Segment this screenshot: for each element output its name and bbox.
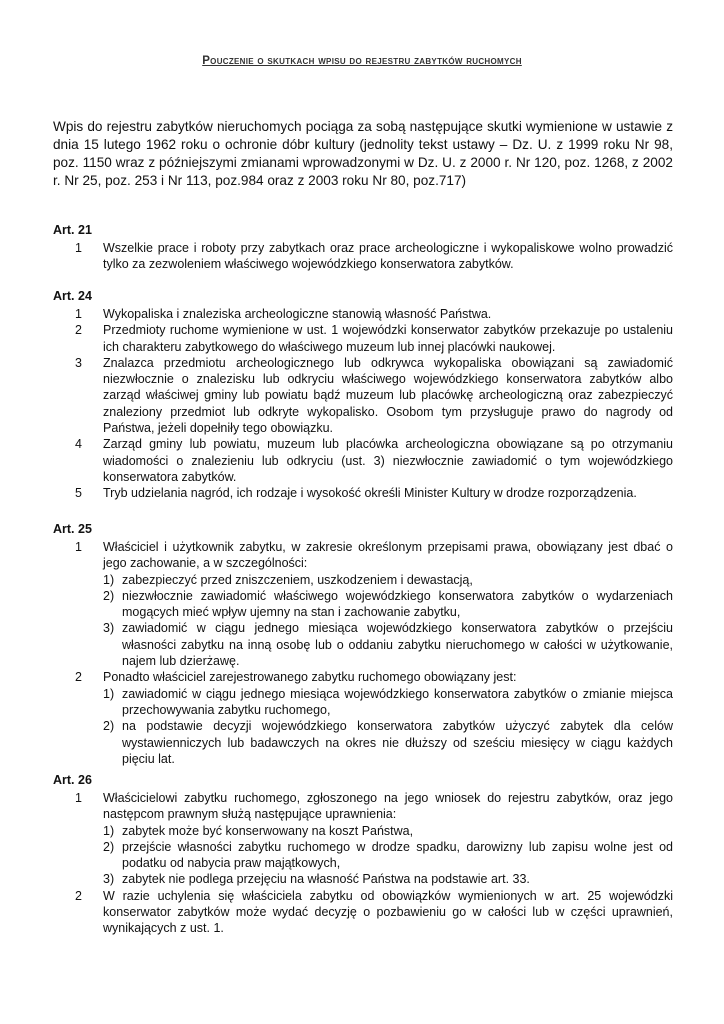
sub-item-text: zawiadomić w ciągu jednego miesiąca wojewódzkiego konserwatora zabytków o przejściu własności zabytku na inną osobę lub o oddaniu zabytku nieruchomego w całości w użytkowanie, najem lub dzierżawę. [122, 621, 673, 669]
article-26 [53, 772, 673, 937]
article-25 [53, 521, 673, 767]
sub-item-number: 3) [103, 621, 115, 636]
article-item [53, 240, 673, 273]
sub-item-number: 2) [103, 839, 115, 854]
article-heading: Art. 26 [53, 773, 92, 787]
item-text: Przedmioty ruchome wymienione w ust. 1 wojewódzki konserwator zabytków przekazuje po ustaleniu ich charakteru zabytkowego do właściwego muzeum lub innej placówki naukowej. [103, 323, 673, 354]
sub-item-number: 2) [103, 719, 115, 734]
sub-item [103, 686, 673, 719]
item-number: 5 [75, 486, 82, 501]
sub-item-text: zabezpieczyć przed zniszczeniem, uszkodzeniem i dewastacją, [122, 572, 473, 587]
document-title: Pouczenie o skutkach wpisu do rejestru zabytków ruchomych [202, 55, 522, 67]
sub-item-number: 1) [103, 686, 115, 701]
article-21 [53, 222, 673, 273]
item-text: Tryb udzielania nagród, ich rodzaje i wysokość określi Minister Kultury w drodze rozporządzenia. [103, 486, 637, 501]
sub-item [103, 839, 673, 872]
sub-item-number: 2) [103, 588, 115, 603]
sub-item [103, 718, 673, 767]
item-text: Wykopaliska i znaleziska archeologiczne stanowią własność Państwa. [103, 307, 492, 321]
item-number: 4 [75, 437, 82, 452]
article-item [53, 485, 673, 501]
article-item [53, 669, 673, 767]
sub-item [103, 823, 673, 839]
item-text: W razie uchylenia się właściciela zabytku od obowiązków wymienionych w art. 25 wojewódzki konserwator zabytków może wydać decyzję o pozbawieniu go w całości lub w części uprawnień, wynikających z ust. 1. [103, 888, 673, 936]
item-text: Wszelkie prace i roboty przy zabytkach oraz prace archeologiczne i wykopaliskowe wolno prowadzić tylko za zezwoleniem właściwego wojewódzkiego konserwatora zabytków. [103, 241, 673, 272]
article-item [53, 539, 673, 669]
item-number: 1 [75, 791, 82, 805]
article-item [53, 790, 673, 888]
sub-item [103, 572, 673, 588]
article-item [53, 888, 673, 937]
article-heading: Art. 21 [53, 223, 92, 237]
sub-item [103, 588, 673, 621]
sub-item [103, 871, 673, 887]
item-number: 2 [75, 670, 82, 685]
item-number: 1 [75, 307, 82, 321]
sub-item-number: 1) [103, 572, 115, 587]
article-24 [53, 288, 673, 502]
item-number: 2 [75, 323, 82, 338]
item-text: Właścicielowi zabytku ruchomego, zgłoszonego na jego wniosek do rejestru zabytków, oraz jego następcom prawnym służą następujące uprawnienia: [103, 791, 673, 822]
sub-item-text: niezwłocznie zawiadomić właściwego wojewódzkiego konserwatora zabytków o wydarzeniach mogących mieć wpływ ujemny na stan i zachowanie zabytku, [122, 588, 673, 620]
sub-item-number: 3) [103, 872, 115, 887]
item-number: 2 [75, 888, 82, 903]
item-number: 1 [75, 540, 82, 554]
sub-item-text: zabytek nie podlega przejęciu na własność Państwa na podstawie art. 33. [122, 872, 530, 887]
sub-item-number: 1) [103, 823, 115, 838]
article-item [53, 355, 673, 436]
item-number: 1 [75, 241, 82, 255]
intro-paragraph: Wpis do rejestru zabytków nieruchomych pociąga za sobą następujące skutki wymienione w ustawie z dnia 15 lutego 1962 roku o ochronie dóbr kultury (jednolity tekst ustawy – Dz. U. z 1999 roku Nr 98, poz. 1150 wraz z późniejszymi zmianami wprowadzonymi w Dz. U. z 2000 r. Nr 120, poz. 1268, z 2002 r. Nr 25, poz. 253 i Nr 113, poz.984 oraz z 2003 roku Nr 80, poz.717) [53, 119, 673, 188]
sub-item-text: na podstawie decyzji wojewódzkiego konserwatora zabytków użyczyć zabytek dla celów wystawienniczych lub badawczych na okres nie dłuższy od sześciu miesięcy w ciągu każdych pięciu lat. [122, 719, 673, 766]
article-heading: Art. 24 [53, 289, 92, 303]
sub-item [103, 620, 673, 669]
item-text: Ponadto właściciel zarejestrowanego zabytku ruchomego obowiązany jest: [103, 670, 517, 685]
article-item [53, 306, 673, 322]
article-item [53, 436, 673, 485]
item-text: Znalazca przedmiotu archeologicznego lub odkrywca wykopaliska obowiązani są zawiadomić niezwłocznie o znalezisku lub odkryciu właściwego wojewódzkiego konserwatora zabytków albo zarząd właściwej gminy lub powiatu bądź muzeum lub placówkę archeologiczną oraz zabezpieczyć znaleziony przedmiot lub odkryte wykopalisko. Osobom tym przysługuje prawo do nagrody od Państwa, jeżeli dopełniły tego obowiązku. [103, 355, 673, 436]
article-item [53, 322, 673, 355]
item-text: Właściciel i użytkownik zabytku, w zakresie określonym przepisami prawa, obowiązany jest dbać o jego zachowanie, a w szczególności: [103, 540, 673, 571]
sub-item-text: zawiadomić w ciągu jednego miesiąca wojewódzkiego konserwatora zabytków o zmianie miejsca przechowywania zabytku ruchomego, [122, 686, 673, 717]
item-number: 3 [75, 355, 82, 370]
sub-item-text: przejście własności zabytku ruchomego w drodze spadku, darowizny lub zapisu wolne jest od podatku od nabycia praw majątkowych, [122, 839, 673, 871]
sub-item-text: zabytek może być konserwowany na koszt Państwa, [122, 823, 414, 838]
article-heading: Art. 25 [53, 522, 92, 536]
item-text: Zarząd gminy lub powiatu, muzeum lub placówka archeologiczna obowiązane są po otrzymaniu wiadomości o znalezieniu lub odkryciu (ust. 3) niezwłocznie zawiadomić o tym wojewódzkiego konserwatora zabytków. [103, 437, 673, 484]
